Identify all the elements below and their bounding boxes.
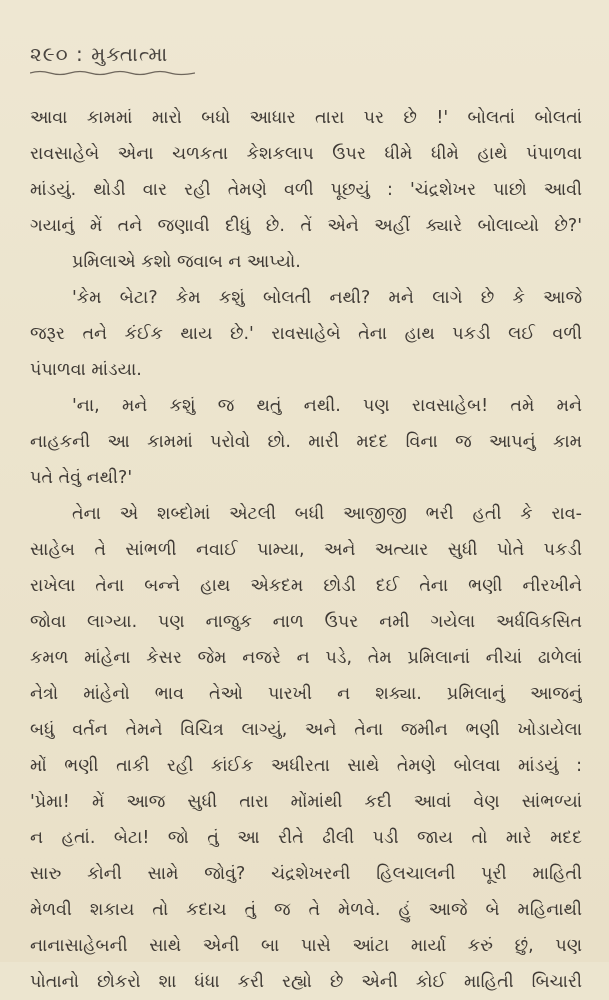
text-line: પતે તેવું નથી?' — [30, 468, 133, 488]
text-line: આવા કામમાં મારો બધો આધાર તારા પર છે !' બોલતાં બોલતાં — [30, 108, 582, 128]
text-line: નાનાસાહેબની સાથે એની બા પાસે આંટા માર્યા કરું છું, પણ — [30, 936, 582, 956]
text-line: ગયાનું મેં તને જણાવી દીધું છે. તેં એને અહીં ક્યારે બોલાવ્યો છે?' — [30, 216, 582, 236]
text-line: તેના એ શબ્દોમાં એટલી બધી આજીજી ભરી હતી કે રાવ- — [72, 504, 582, 524]
text-line: મોં ભણી તાકી રહી કાંઈક અધીરતા સાથે તેમણે બોલવા માંડયું : — [30, 756, 582, 776]
text-line: સારુ કોની સામે જોવું? ચંદ્રશેખરની હિલચાલની પૂરી માહિતી — [30, 864, 582, 884]
text-line: સાહેબ તે સાંભળી નવાઈ પામ્યા, અને અત્યાર સુધી પોતે પકડી — [30, 540, 582, 560]
text-line: જોવા લાગ્યા. પણ નાજુક નાળ ઉપર નમી ગયેલા અર્ધવિકસિત — [30, 612, 582, 632]
text-line: 'કેમ બેટા? કેમ કશું બોલતી નથી? મને લાગે છે કે આજે — [72, 288, 582, 308]
text-line: 'પ્રેમા! મેં આજ સુધી તારા મોંમાંથી કદી આવાં વેણ સાંભળ્યાં — [30, 792, 582, 812]
text-line: પોતાનો છોકરો શા ધંધા કરી રહ્યો છે એની કોઈ માહિતી બિચારી — [30, 972, 582, 992]
text-line: રાખેલા તેના બન્ને હાથ એકદમ છોડી દઈ તેના ભણી નીરખીને — [30, 576, 582, 596]
text-line: ન હતાં. બેટા! જો તું આ રીતે ઢીલી પડી જાય તો મારે મદદ — [30, 828, 582, 848]
text-line: પંપાળવા માંડયા. — [30, 360, 142, 380]
text-line: બધું વર્તન તેમને વિચિત્ર લાગ્યું, અને તેના જમીન ભણી ખોડાયેલા — [30, 720, 582, 740]
text-line: કમળ માંહેના કેસર જેમ નજરે ન પડે, તેમ પ્રમિલાનાં નીચાં ઢાળેલાં — [30, 648, 582, 668]
text-line: મેળવી શકાય તો કદાચ તું જ તે મેળવે. હું આજે બે મહિનાથી — [30, 900, 582, 920]
running-head: ૨૯૦ : મુક્તાત્મા — [30, 42, 169, 66]
text-line: નાહકની આ કામમાં પરોવો છો. મારી મદદ વિના જ આપનું કામ — [30, 432, 582, 452]
header-ornament-rule — [30, 70, 195, 76]
text-line: 'ના, મને કશું જ થતું નથી. પણ રાવસાહેબ! તમે મને — [72, 396, 582, 416]
text-line: નેત્રો માંહેનો ભાવ તેઓ પારખી ન શક્યા. પ્રમિલાનું આજનું — [30, 684, 582, 704]
text-line: જરૂર તને કંઈક થાય છે.' રાવસાહેબે તેના હાથ પકડી લઈ વળી — [30, 324, 582, 344]
text-line: માંડયું. થોડી વાર રહી તેમણે વળી પૂછયું : 'ચંદ્રશેખર પાછો આવી — [30, 180, 582, 200]
text-line: પ્રમિલાએ કશો જવાબ ન આપ્યો. — [72, 252, 301, 272]
text-line: રાવસાહેબે એના ચળકતા કેશકલાપ ઉપર ધીમે ધીમે હાથે પંપાળવા — [30, 144, 582, 164]
